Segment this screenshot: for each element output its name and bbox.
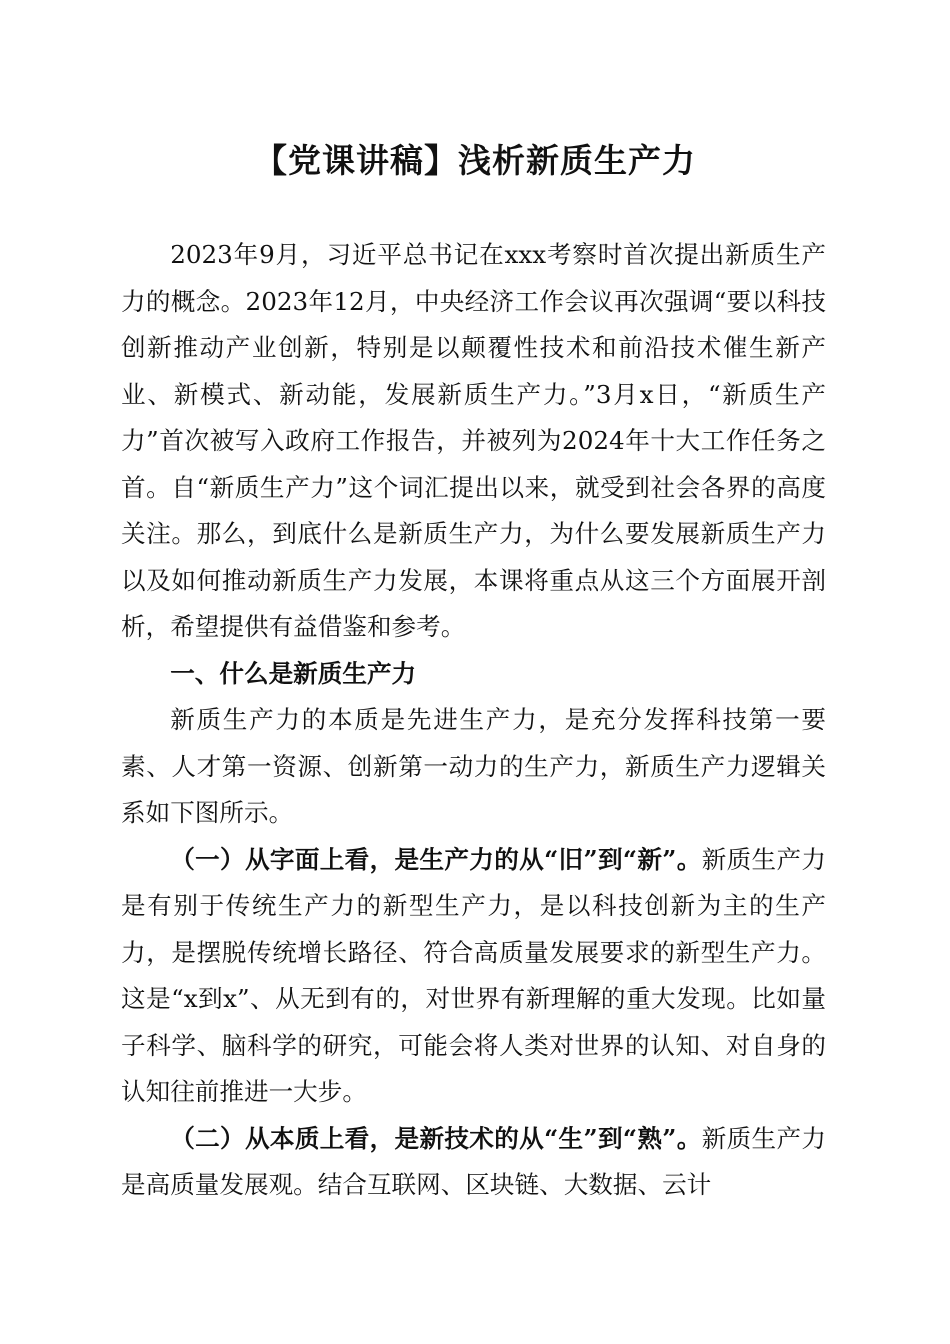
- intro-paragraph: 2023年9月，习近平总书记在xxx考察时首次提出新质生产力的概念。2023年12月，中央经济工作会议再次强调“要以科技创新推动产业创新，特别是以颠覆性技术和前沿技术催生新产业、新模式、新动能，发展新质生产力。”3月x日，“新质生产力”首次被写入政府工作报告，并被列为2024年十大工作任务之首。自“新质生产力”这个词汇提出以来，就受到社会各界的高度关注。那么，到底什么是新质生产力，为什么要发展新质生产力以及如何推动新质生产力发展，本课将重点从这三个方面展开剖析，希望提供有益借鉴和参考。: [121, 240, 826, 641]
- subsection-2-text: 新质生产力是高质量发展观。结合互联网、区块链、大数据、云计: [121, 1123, 826, 1199]
- subsection-2-paragraph: [121, 1116, 826, 1209]
- document-body: [121, 232, 826, 1209]
- subsection-1-paragraph: [121, 837, 826, 1116]
- subsection-2-lead: （二）从本质上看，是新技术的从“生”到“熟”。: [170, 1123, 702, 1153]
- subsection-1-lead: （一）从字面上看，是生产力的从“旧”到“新”。: [170, 844, 702, 874]
- section-heading-1: 一、什么是新质生产力: [170, 658, 417, 688]
- section-1-paragraph: 新质生产力的本质是先进生产力，是充分发挥科技第一要素、人才第一资源、创新第一动力的生产力，新质生产力逻辑关系如下图所示。: [121, 705, 826, 827]
- subsection-1-text: 新质生产力是有别于传统生产力的新型生产力，是以科技创新为主的生产力，是摆脱传统增长路径、符合高质量发展要求的新型生产力。这是“x到x”、从无到有的，对世界有新理解的重大发现。比如量子科学、脑科学的研究，可能会将人类对世界的认知、对自身的认知往前推进一大步。: [121, 844, 826, 1106]
- document-title: 【党课讲稿】浅析新质生产力: [254, 141, 696, 180]
